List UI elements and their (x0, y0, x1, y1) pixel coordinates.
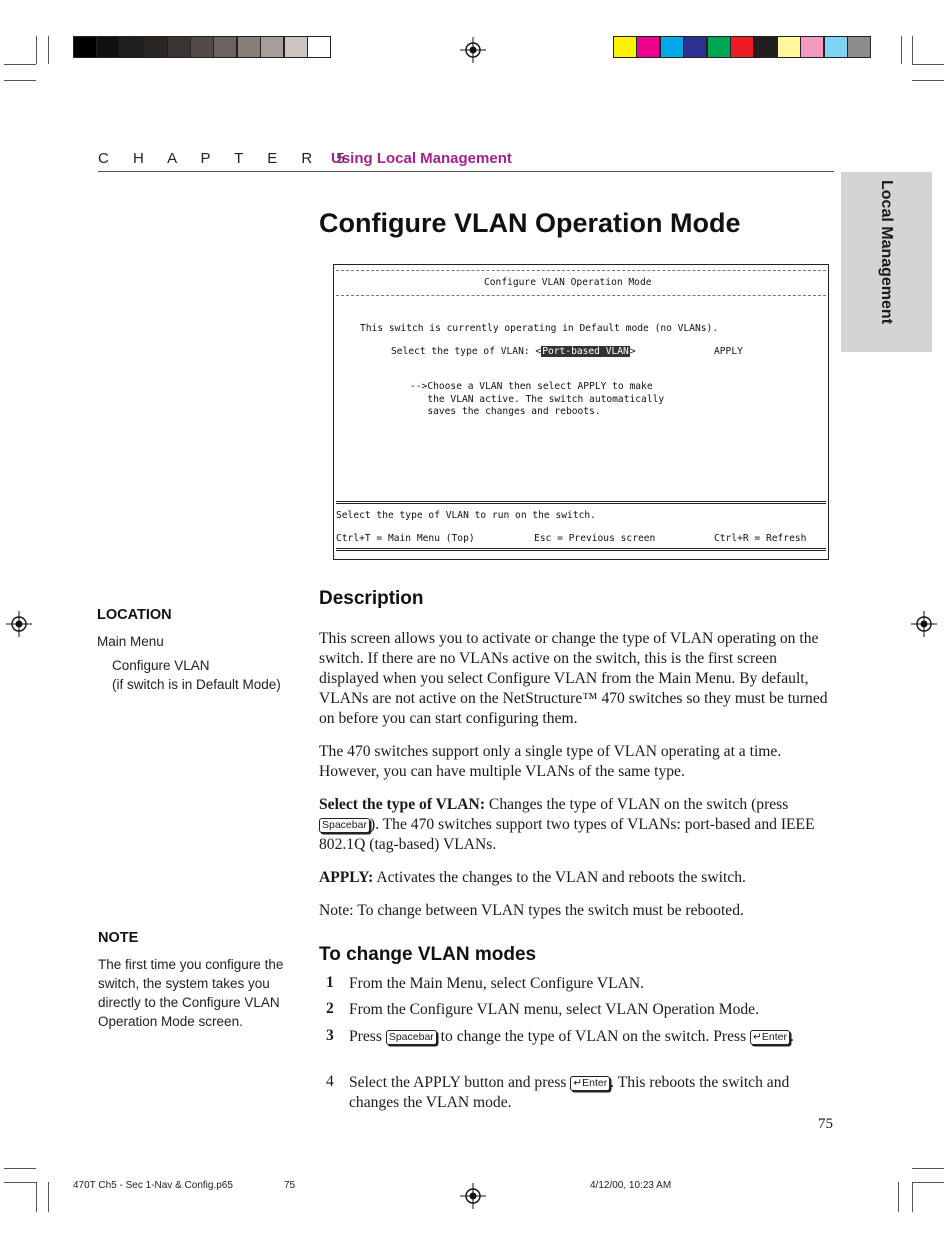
main-menu-key: Ctrl+T = Main Menu (Top) (336, 533, 475, 544)
footer-page: 75 (284, 1180, 296, 1191)
refresh-key: Ctrl+R = Refresh (714, 533, 807, 544)
step-text-part: . (789, 1028, 794, 1045)
divider (336, 270, 826, 271)
enter-key: ↵Enter (750, 1030, 790, 1045)
color-swatch (847, 36, 871, 58)
step-number: 2 (326, 1000, 334, 1017)
enter-key: ↵Enter (570, 1076, 610, 1091)
vlan-type-select[interactable]: Port-based VLAN (542, 346, 629, 357)
color-swatch (120, 36, 144, 58)
procedure-heading: To change VLAN modes (319, 944, 537, 965)
crop-mark (36, 1182, 37, 1212)
description-note: Note: To change between VLAN types the switch must be rebooted. (319, 902, 744, 919)
color-swatch (167, 36, 191, 58)
screen-status-line: This switch is currently operating in Default mode (no VLANs). (360, 323, 719, 334)
color-swatch (260, 36, 284, 58)
color-swatch (190, 36, 214, 58)
crop-mark (4, 80, 36, 81)
location-note: (if switch is in Default Mode) (112, 677, 281, 692)
terminal-screen (333, 264, 829, 560)
step-number: 1 (326, 974, 334, 991)
description-paragraph: The 470 switches support only a single type of VLAN operating at a time. However, you can have multiple VLANs of the same type. (319, 743, 782, 780)
description-heading: Description (319, 588, 424, 609)
side-tab-label: Local Management (878, 180, 895, 325)
step-text: From the Main Menu, select Configure VLAN. (349, 975, 645, 992)
step-number: 4 (326, 1073, 334, 1090)
crop-mark (4, 64, 36, 65)
vlan-type-description (319, 795, 839, 855)
chapter-title: Using Local Management (331, 150, 512, 167)
crop-mark (4, 1182, 36, 1183)
vlan-type-label: Select the type of VLAN: < (391, 346, 542, 357)
note-heading: NOTE (98, 930, 139, 946)
crop-mark (4, 1168, 36, 1169)
note-text: The first time you configure the switch, the system takes you directly to the Configure VLAN Operation Mode screen. (98, 957, 284, 1029)
crop-mark (912, 1182, 913, 1212)
screen-help-line: Select the type of VLAN to run on the switch. (336, 510, 596, 521)
crop-mark (912, 64, 944, 65)
footer-date: 4/12/00, 10:23 AM (590, 1180, 672, 1191)
color-swatch (237, 36, 261, 58)
crop-mark (898, 1182, 899, 1212)
step-text-part: Press (349, 1028, 386, 1045)
crop-mark (48, 36, 49, 64)
divider (336, 295, 826, 296)
crop-mark (36, 36, 37, 64)
color-swatch (800, 36, 824, 58)
screen-hint: -->Choose a VLAN then select APPLY to make the VLAN active. The switch automatically saves the changes and reboots. (410, 381, 665, 417)
registration-mark-icon (460, 37, 486, 63)
page-title: Configure VLAN Operation Mode (319, 208, 741, 238)
step-text (349, 1073, 829, 1113)
color-swatch (213, 36, 237, 58)
crop-mark (912, 1168, 944, 1169)
location-item: Configure VLAN (112, 658, 210, 673)
description-paragraph: This screen allows you to activate or change the type of VLAN operating on the switch. If there are no VLANs active on the switch, this is the first screen displayed when you select Configure VLAN from the Main Menu. By default, VLANs are not active on the NetStructure™ 470 switches so they must be turned on before you can start configuring them. (319, 630, 828, 727)
term-text: Changes the type of VLAN on the switch (press (485, 796, 789, 813)
side-tab (841, 172, 932, 352)
previous-screen-key: Esc = Previous screen (534, 533, 656, 544)
vlan-type-row (391, 346, 636, 357)
step-text (349, 1027, 829, 1047)
divider (336, 548, 826, 551)
term-label: APPLY: (319, 869, 374, 886)
color-swatch (824, 36, 848, 58)
registration-mark-icon (911, 611, 937, 637)
color-swatch (660, 36, 684, 58)
step-number: 3 (326, 1027, 334, 1044)
spacebar-key: Spacebar (319, 818, 370, 833)
color-swatch (143, 36, 167, 58)
registration-mark-icon (6, 611, 32, 637)
registration-mark-icon (460, 1183, 486, 1209)
color-swatch (730, 36, 754, 58)
color-swatch (636, 36, 660, 58)
color-swatch (284, 36, 308, 58)
location-root: Main Menu (97, 634, 164, 649)
location-heading: LOCATION (97, 607, 172, 623)
crop-mark (912, 80, 944, 81)
step-text: From the Configure VLAN menu, select VLAN Operation Mode. (349, 1001, 759, 1018)
page-number: 75 (818, 1116, 833, 1132)
chapter-label: C H A P T E R 5 (98, 150, 355, 167)
step-text-part: to change the type of VLAN on the switch. Press (436, 1028, 751, 1045)
step-text-part: . This reboots the switch and changes the VLAN mode. (349, 1074, 790, 1111)
color-swatch (753, 36, 777, 58)
footer-filename: 470T Ch5 - Sec 1-Nav & Config.p65 (73, 1180, 233, 1191)
divider (336, 501, 826, 504)
apply-description (319, 868, 839, 888)
term-text: Activates the changes to the VLAN and reboots the switch. (373, 869, 746, 886)
color-swatch (307, 36, 331, 58)
step-text-part: Select the APPLY button and press (349, 1074, 571, 1091)
color-swatch (707, 36, 731, 58)
color-swatch (777, 36, 801, 58)
term-text: ). The 470 switches support two types of VLANs: port-based and IEEE 802.1Q (tag-based) VLANs. (319, 816, 815, 853)
color-swatch (613, 36, 637, 58)
apply-button[interactable]: APPLY (714, 346, 743, 357)
crop-mark (912, 1182, 944, 1183)
color-swatch (683, 36, 707, 58)
color-swatch (96, 36, 120, 58)
crop-mark (901, 36, 902, 64)
term-label: Select the type of VLAN: (319, 796, 486, 813)
crop-mark (48, 1182, 49, 1212)
header-rule (98, 171, 834, 172)
vlan-type-suffix: > (629, 346, 636, 357)
crop-mark (912, 36, 913, 64)
color-swatch (73, 36, 97, 58)
spacebar-key: Spacebar (386, 1030, 437, 1045)
screen-title: Configure VLAN Operation Mode (484, 277, 652, 288)
